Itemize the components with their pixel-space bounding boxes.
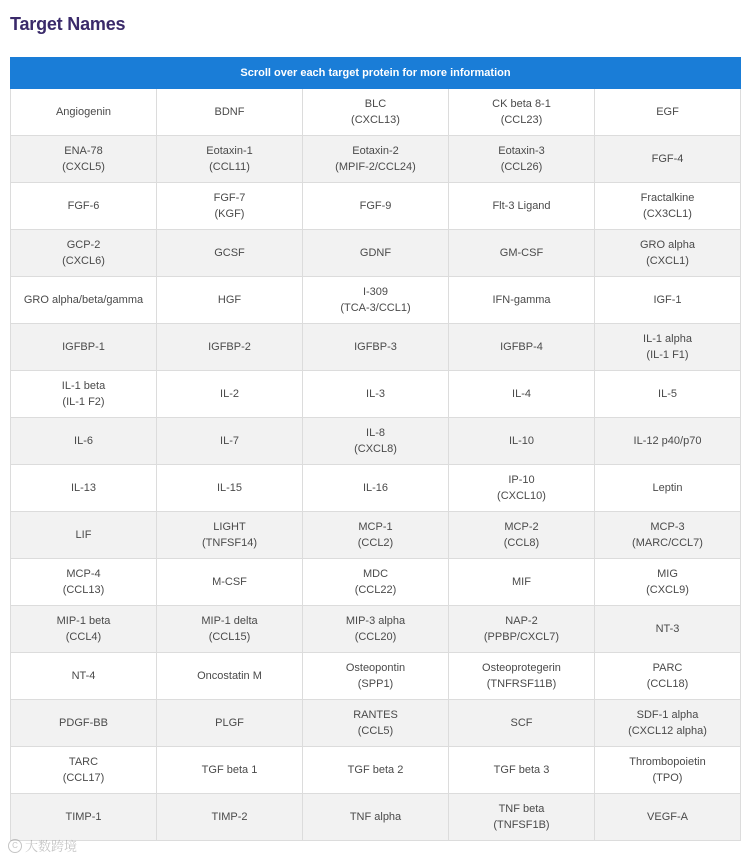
target-alias: (CCL20) [354,631,397,643]
target-protein-cell[interactable] [11,794,157,841]
target-name: EGF [656,106,679,118]
target-name: M-CSF [212,576,247,588]
target-name: PLGF [215,717,244,729]
target-name: IL-16 [362,482,389,494]
target-protein-cell[interactable] [157,324,303,371]
target-name: Flt-3 Ligand [492,200,551,212]
target-alias: (CXCL12 alpha) [628,725,707,737]
table-row [11,371,741,418]
target-name: IL-2 [220,388,239,400]
target-protein-cell[interactable] [449,606,595,653]
target-protein-cell[interactable] [595,277,741,324]
target-name: MIF [512,576,531,588]
target-protein-cell[interactable] [157,794,303,841]
target-alias: (CCL18) [646,678,689,690]
target-protein-cell[interactable] [11,136,157,183]
target-protein-cell[interactable] [595,747,741,794]
target-name: GCP-2 [66,239,101,251]
target-alias: (IL-1 F1) [646,349,689,361]
table-row [11,512,741,559]
target-name: Eotaxin-2 [352,145,399,157]
target-alias: (CXCL10) [497,490,546,502]
target-name: GRO alpha/beta/gamma [23,294,144,306]
target-protein-cell[interactable] [303,89,449,136]
target-protein-cell[interactable] [11,183,157,230]
target-name: Oncostatin M [197,670,262,682]
page-title: Target Names [10,14,126,34]
target-alias: (CXCL1) [646,255,689,267]
target-alias: (CCL8) [503,537,540,549]
target-protein-cell[interactable] [303,653,449,700]
table-row [11,653,741,700]
target-protein-cell[interactable] [157,418,303,465]
table-row [11,277,741,324]
target-name: FGF-9 [359,200,392,212]
table-row [11,700,741,747]
target-protein-cell[interactable] [449,183,595,230]
target-name: GRO alpha [639,239,696,251]
target-protein-cell[interactable] [303,277,449,324]
target-protein-cell[interactable] [11,230,157,277]
table-banner: Scroll over each target protein for more information [11,58,741,89]
target-name: TGF beta 1 [201,764,258,776]
target-name: TARC [68,756,99,768]
target-protein-cell[interactable] [595,183,741,230]
target-protein-cell[interactable] [449,324,595,371]
target-name: IL-1 beta [61,380,106,392]
target-protein-cell[interactable] [157,136,303,183]
target-name: CK beta 8-1 [492,98,551,110]
target-protein-cell[interactable] [449,230,595,277]
target-alias: (CCL11) [209,161,250,173]
table-row [11,136,741,183]
target-protein-cell[interactable] [157,606,303,653]
target-protein-cell[interactable] [157,277,303,324]
target-protein-cell[interactable] [449,559,595,606]
target-name: LIGHT [213,521,246,533]
target-protein-cell[interactable] [303,371,449,418]
target-protein-cell[interactable] [157,371,303,418]
target-alias: (CCL13) [62,584,105,596]
target-name: IL-6 [74,435,93,447]
target-protein-cell[interactable] [11,465,157,512]
target-protein-cell[interactable] [449,700,595,747]
target-protein-cell[interactable] [303,183,449,230]
target-name: GCSF [214,247,245,259]
target-name: Eotaxin-1 [206,145,253,157]
target-name: PARC [652,662,683,674]
target-name: TNF alpha [349,811,402,823]
target-name: TGF beta 2 [347,764,404,776]
target-protein-cell[interactable] [11,89,157,136]
target-alias: (IL-1 F2) [62,396,105,408]
target-protein-cell[interactable] [595,512,741,559]
target-protein-cell[interactable] [449,465,595,512]
target-protein-cell[interactable] [595,89,741,136]
target-alias: (CCL2) [357,537,394,549]
target-alias: (CXCL5) [62,161,105,173]
target-protein-cell[interactable] [11,371,157,418]
target-name: IGFBP-4 [500,341,543,353]
target-protein-cell[interactable] [595,324,741,371]
target-alias: (CXCL13) [351,114,400,126]
target-name: SCF [510,717,533,729]
target-protein-cell[interactable] [449,512,595,559]
target-protein-cell[interactable] [303,559,449,606]
target-name: MCP-1 [358,521,393,533]
table-row [11,89,741,136]
target-protein-cell[interactable] [449,747,595,794]
target-name: IL-1 alpha [643,333,692,345]
target-protein-cell[interactable] [157,230,303,277]
target-name: TIMP-2 [211,811,248,823]
target-protein-cell[interactable] [157,559,303,606]
target-name: MCP-3 [650,521,685,533]
target-name: IP-10 [508,474,535,486]
target-protein-cell[interactable] [11,512,157,559]
table-row [11,465,741,512]
watermark [8,836,77,855]
target-alias: (CCL17) [62,772,105,784]
target-name: Eotaxin-3 [498,145,545,157]
target-protein-cell[interactable] [595,606,741,653]
target-alias: (TNFSF14) [202,537,257,549]
target-name: FGF-7 [213,192,246,204]
target-name: SDF-1 alpha [636,709,699,721]
target-alias: (MPIF-2/CCL24) [335,161,416,173]
target-name: FGF-6 [67,200,100,212]
target-name: Osteoprotegerin [482,662,561,674]
target-alias: (TCA-3/CCL1) [340,302,411,314]
target-alias: (PPBP/CXCL7) [483,631,560,643]
target-protein-cell[interactable] [303,512,449,559]
target-alias: (TPO) [652,772,683,784]
table-row [11,418,741,465]
target-name: MCP-2 [504,521,539,533]
target-name: PDGF-BB [59,717,108,729]
target-name: TIMP-1 [65,811,102,823]
target-protein-cell[interactable] [11,747,157,794]
target-protein-cell[interactable] [303,700,449,747]
table-row [11,559,741,606]
target-name: Thrombopoietin [629,756,706,768]
watermark-logo-icon: C [8,839,22,853]
target-name: FGF-4 [651,153,684,165]
target-name: IL-12 p40/p70 [633,435,702,447]
target-name: MIP-1 delta [201,615,258,627]
target-alias: (TNFSF1B) [493,819,550,831]
target-protein-cell[interactable] [157,700,303,747]
target-alias: (CCL15) [208,631,251,643]
target-alias: (CXCL6) [62,255,105,267]
target-name: IL-4 [512,388,531,400]
target-protein-cell[interactable] [303,230,449,277]
target-protein-cell[interactable] [303,606,449,653]
target-protein-cell[interactable] [157,465,303,512]
target-protein-cell[interactable] [595,465,741,512]
target-protein-cell[interactable] [157,653,303,700]
target-protein-cell[interactable] [11,559,157,606]
target-protein-cell[interactable] [449,794,595,841]
target-name: IGF-1 [653,294,682,306]
target-name: IL-7 [220,435,239,447]
target-name: IL-10 [508,435,535,447]
target-name: VEGF-A [647,811,688,823]
table-row [11,324,741,371]
target-protein-cell[interactable] [595,794,741,841]
table-row [11,606,741,653]
target-name: LIF [75,529,92,541]
target-protein-cell[interactable] [449,89,595,136]
target-name: Leptin [652,482,683,494]
target-protein-cell[interactable] [303,747,449,794]
watermark-text: 大数跨境 [25,839,78,854]
target-protein-cell[interactable] [595,418,741,465]
target-alias: (CXCL9) [646,584,689,596]
target-name: IGFBP-1 [62,341,105,353]
target-name: IL-8 [366,427,385,439]
target-name: Angiogenin [55,106,112,118]
target-name: I-309 [362,286,389,298]
table-row [11,183,741,230]
target-alias: (TNFRSF11B) [486,678,557,690]
target-protein-cell[interactable] [157,747,303,794]
target-protein-cell[interactable] [303,324,449,371]
target-protein-cell[interactable] [595,653,741,700]
target-alias: (CX3CL1) [643,208,692,220]
target-alias: (CCL5) [357,725,394,737]
target-name: MIG [657,568,678,580]
target-protein-cell[interactable] [11,606,157,653]
target-name: MIP-1 beta [56,615,111,627]
target-protein-cell[interactable] [11,653,157,700]
table-row [11,747,741,794]
target-protein-cell[interactable] [595,371,741,418]
table-banner-row [11,58,741,89]
target-protein-cell[interactable] [595,136,741,183]
target-protein-cell[interactable] [595,559,741,606]
target-protein-cell[interactable] [449,136,595,183]
target-protein-cell[interactable] [157,512,303,559]
target-alias: (SPP1) [357,678,394,690]
target-name: IL-3 [366,388,385,400]
target-alias: (CCL4) [65,631,102,643]
table-row [11,794,741,841]
target-names-table [10,57,741,841]
target-name: RANTES [353,709,398,721]
target-protein-cell[interactable] [303,418,449,465]
target-protein-cell[interactable] [595,700,741,747]
target-name: IL-5 [658,388,677,400]
target-name: MIP-3 alpha [345,615,406,627]
target-alias: (CCL26) [500,161,543,173]
target-protein-cell[interactable] [11,700,157,747]
target-name: Fractalkine [640,192,695,204]
target-name: HGF [217,294,242,306]
target-name: TNF beta [498,803,545,815]
target-name: IL-15 [216,482,243,494]
target-alias: (KGF) [214,208,245,220]
target-name: ENA-78 [64,145,103,157]
target-name: GM-CSF [499,247,544,259]
target-protein-cell[interactable] [11,277,157,324]
target-alias: (MARC/CCL7) [632,537,703,549]
target-protein-cell[interactable] [449,653,595,700]
target-protein-cell[interactable] [449,277,595,324]
target-protein-cell[interactable] [303,465,449,512]
target-name: NT-3 [655,623,680,635]
table-body [11,89,741,841]
target-protein-cell[interactable] [11,418,157,465]
target-name: Osteopontin [345,662,406,674]
target-protein-cell[interactable] [303,794,449,841]
target-alias: (CCL22) [354,584,397,596]
target-alias: (CXCL8) [354,443,397,455]
target-protein-cell[interactable] [449,418,595,465]
target-protein-cell[interactable] [157,183,303,230]
target-protein-cell[interactable] [11,324,157,371]
target-protein-cell[interactable] [595,230,741,277]
target-name: GDNF [359,247,392,259]
target-protein-cell[interactable] [449,371,595,418]
target-name: MDC [362,568,389,580]
target-name: IL-13 [70,482,97,494]
target-protein-cell[interactable] [157,89,303,136]
table-row [11,230,741,277]
target-name: BLC [364,98,387,110]
target-name: IGFBP-3 [354,341,397,353]
target-name: IGFBP-2 [208,341,251,353]
target-name: BDNF [214,106,245,118]
target-name: IFN-gamma [492,294,551,306]
target-name: NT-4 [71,670,96,682]
target-name: TGF beta 3 [493,764,550,776]
target-protein-cell[interactable] [303,136,449,183]
target-name: MCP-4 [66,568,101,580]
target-name: NAP-2 [505,615,538,627]
target-alias: (CCL23) [500,114,543,126]
